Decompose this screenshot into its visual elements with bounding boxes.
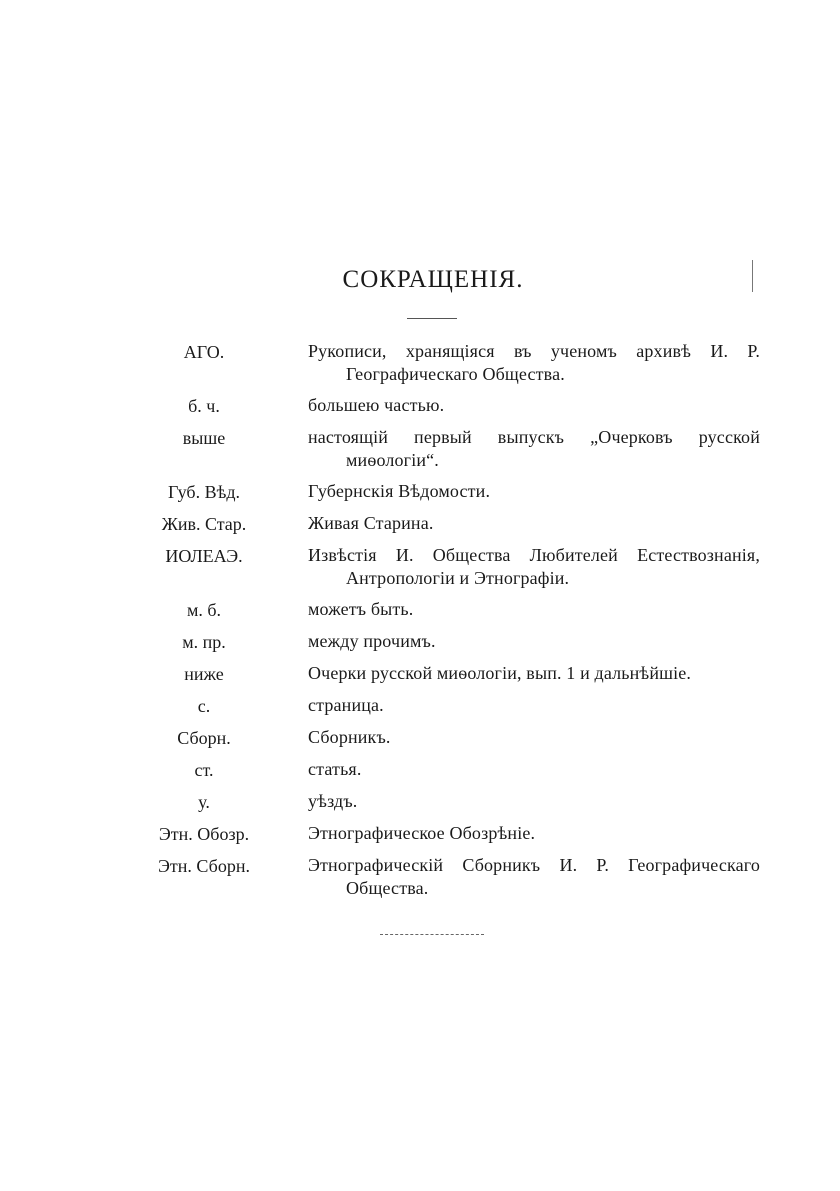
abbreviation: Этн. Сборн. (158, 856, 250, 876)
abbreviation-meaning (308, 598, 760, 621)
abbreviation-entry (130, 822, 760, 846)
meaning-line: Сборникъ. (308, 727, 391, 747)
meaning-line: уѣздъ. (308, 791, 358, 811)
abbreviation: Губ. Вѣд. (167, 482, 241, 502)
abbreviation-entry (130, 544, 760, 590)
abbreviation-meaning (308, 394, 760, 417)
meaning-line-continued: миѳологіи“. (346, 450, 439, 470)
abbreviation: ст. (194, 760, 214, 780)
meaning-line: Очерки русской миѳологіи, вып. 1 и дальнѣйшіе. (308, 663, 692, 683)
abbreviation: у. (198, 792, 210, 812)
abbreviation-entry (130, 426, 760, 472)
abbreviation-meaning (308, 630, 760, 653)
abbreviation-meaning (308, 694, 760, 717)
abbreviation: м. пр. (182, 632, 226, 652)
abbreviation: с. (197, 696, 211, 716)
abbreviation-meaning (308, 426, 760, 472)
abbreviation-entry (130, 512, 760, 536)
meaning-line: Этнографическое Обозрѣніе. (308, 823, 536, 843)
meaning-line: большею частью. (308, 395, 445, 415)
abbreviation-entry (130, 662, 760, 686)
abbreviation-meaning (308, 854, 760, 900)
meaning-line: настоящій первый выпускъ „Очерковъ русской (308, 427, 760, 447)
abbreviation: выше (182, 428, 226, 448)
abbreviation-entry (130, 854, 760, 900)
abbreviation-entry (130, 726, 760, 750)
abbreviation-entry (130, 694, 760, 718)
end-divider (380, 934, 484, 935)
abbreviation-meaning (308, 512, 760, 535)
meaning-line: Губернскія Вѣдомости. (308, 481, 491, 501)
abbreviation-meaning (308, 544, 760, 590)
meaning-line: статья. (308, 759, 362, 779)
meaning-line-continued: Географическаго Общества. (346, 364, 565, 384)
abbreviation: АГО. (183, 342, 225, 362)
abbreviation: Сборн. (177, 728, 231, 748)
margin-mark (752, 260, 753, 292)
meaning-line: Рукописи, хранящіяся въ ученомъ архивѣ И. Р. (308, 341, 760, 361)
meaning-line: страница. (308, 695, 384, 715)
abbreviation-meaning (308, 758, 760, 781)
meaning-line: Извѣстія И. Общества Любителей Естествознанія, (308, 545, 760, 565)
abbreviation-entry (130, 758, 760, 782)
abbreviation-meaning (308, 662, 760, 685)
abbreviation-entry (130, 340, 760, 386)
abbreviation-meaning (308, 726, 760, 749)
page-title: СОКРАЩЕНІЯ. (342, 266, 524, 293)
meaning-line: можетъ быть. (308, 599, 414, 619)
abbreviation-entry (130, 394, 760, 418)
abbreviation: Жив. Стар. (161, 514, 247, 534)
abbreviation-meaning (308, 480, 760, 503)
abbreviation: ИОЛЕАЭ. (165, 546, 243, 566)
abbreviation: б. ч. (188, 396, 220, 416)
abbreviation: ниже (184, 664, 224, 684)
meaning-line: Этнографическій Сборникъ И. Р. Географическаго (308, 855, 760, 875)
meaning-line-continued: Антропологіи и Этнографіи. (346, 568, 570, 588)
abbreviation: Этн. Обозр. (158, 824, 250, 844)
abbreviation-entry (130, 790, 760, 814)
meaning-line: между прочимъ. (308, 631, 436, 651)
abbreviation-entry (130, 630, 760, 654)
abbreviation-meaning (308, 790, 760, 813)
title-divider (407, 318, 457, 319)
abbreviation-entry (130, 598, 760, 622)
abbreviation-meaning (308, 822, 760, 845)
meaning-line-continued: Общества. (346, 878, 429, 898)
abbreviations-table (130, 340, 760, 908)
abbreviation-entry (130, 480, 760, 504)
abbreviation: м. б. (186, 600, 222, 620)
abbreviation-meaning (308, 340, 760, 386)
meaning-line: Живая Старина. (308, 513, 434, 533)
